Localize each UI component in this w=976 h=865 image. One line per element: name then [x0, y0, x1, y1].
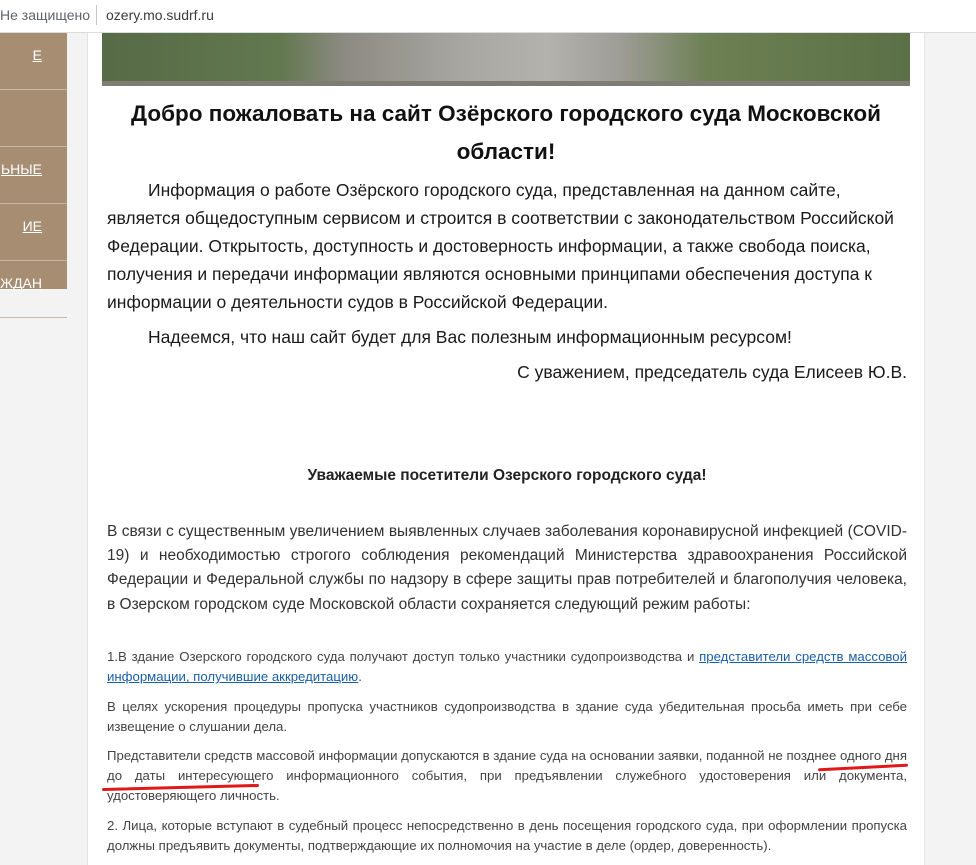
sidebar-item-5[interactable]	[0, 261, 67, 318]
intro-paragraph: Информация о работе Озёрского городского суда, представленная на данном сайте, является общедоступным сервисом и строится в соответствии с законодательством Российской Федерации. Открытость, доступность и достоверность информации, а также свобода поиска, получения и передачи информации являются основными принципами обеспечения доступа к информации о деятельности судов в Российской Федерации.	[107, 180, 894, 312]
chairman-signature: С уважением, председатель суда Елисеев Ю.В.	[517, 362, 907, 382]
welcome-hope: Надеемся, что наш сайт будет для Вас полезным информационным ресурсом!	[148, 327, 792, 347]
sidebar-item-label: Е	[32, 47, 42, 63]
sidebar-item-label: ЖДАН	[0, 275, 42, 291]
address-separator	[96, 5, 97, 25]
sidebar-item-4[interactable]	[0, 204, 67, 261]
media-accreditation-link[interactable]: представители средств массовой информации, получившие аккредитацию	[107, 649, 907, 685]
url-text[interactable]: ozery.mo.sudrf.ru	[106, 7, 214, 23]
rule-1	[107, 647, 907, 687]
sidebar-item-label: ЬНЫЕ	[0, 161, 42, 177]
sidebar-item-3[interactable]	[0, 147, 67, 204]
sidebar-item-1[interactable]	[0, 33, 67, 90]
sidebar-item-label: ИЕ	[22, 218, 42, 234]
welcome-title: Добро пожаловать на сайт Озёрского городского суда Московской области!	[131, 101, 881, 164]
rule-3: Представители средств массовой информации допускаются в здание суда на основании заявки, поданной не позднее одного дня до даты интересующего информационного события, при предъявлении служебного удостоверения или документа, удостоверяющего личность.	[107, 748, 907, 804]
rule-2: В целях ускорения процедуры пропуска участников судопроизводства в здание суда убедительная просьба иметь при себе извещение о слушании дела.	[107, 699, 907, 735]
rule-1-end: .	[358, 669, 362, 685]
security-label[interactable]: Не защищено	[0, 7, 90, 23]
header-banner-image	[102, 33, 910, 86]
notice-title: Уважаемые посетители Озерского городского суда!	[307, 467, 707, 484]
main-content	[87, 33, 925, 865]
rule-4: 2. Лица, которые вступают в судебный процесс непосредственно в день посещения городского суда, при оформлении пропуска должны предъявить документы, подтверждающие их полномочия на участие в деле (ордер, доверенность).	[107, 818, 907, 854]
welcome-intro	[107, 176, 907, 316]
sidebar-menu	[0, 33, 67, 289]
sidebar-item-2[interactable]	[0, 90, 67, 147]
rule-1-text: 1.В здание Озерского городского суда получают доступ только участники судопроизводства и	[107, 649, 700, 664]
notice-body: В связи с существенным увеличением выявленных случаев заболевания коронавирусной инфекцией (COVID-19) и необходимостью строгого соблюдения рекомендаций Министерства здравоохранения Российской Федерации и Федеральной службы по надзору в сфере защиты прав потребителей и благополучия человека, в Озерском городском суде Московской области сохраняется следующий режим работы:	[107, 523, 907, 613]
address-bar[interactable]	[0, 0, 976, 33]
